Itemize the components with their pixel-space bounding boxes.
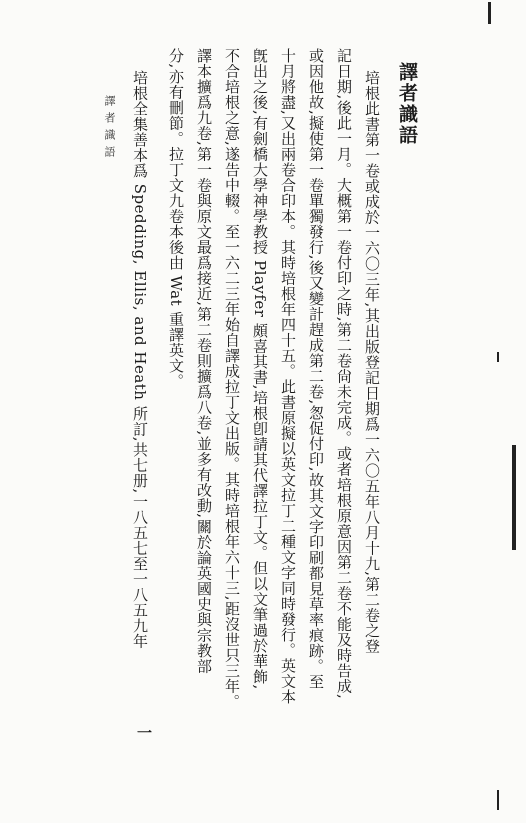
running-head: 譯者識語 (103, 95, 116, 163)
text-line-5: 旣出之後,有劍橋大學神學教授 Playfer 頗喜其書,培根卽請其代譯拉丁文。但以文筆過於華飾, (251, 48, 269, 690)
text-line-8: 分,亦有刪節。拉丁文九卷本後由 Wat 重譯英文。 (167, 48, 185, 389)
text-line-7: 譯本擴爲九卷,第一卷與原文最爲接近,第二卷則擴爲八卷,並多有改動,關於論英國史與宗教部 (195, 48, 213, 674)
page-title: 譯者識語 (396, 62, 418, 146)
text-line-9: 培根全集善本爲 Spedding, Ellis, and Heath 所訂,共七册,一八五七至一八五九年 (131, 70, 149, 649)
text-line-2: 記日期,後此一月。大概第一卷付印之時,第二卷尙未完成。或者培根原意因第二卷不能及時告成, (335, 48, 353, 700)
scan-edge-mark-right (512, 445, 516, 550)
text-line-1: 培根此書第一卷或成於一六〇三年,其出版登記日期爲一六〇五年八月十九,第二卷之登 (363, 70, 381, 655)
scan-edge-mark-bottom (497, 790, 499, 810)
text-line-4: 十月將盡,又出兩卷合印本。其時培根年四十五。此書原擬以英文拉丁二種文字同時發行。英文本 (279, 48, 297, 705)
scan-edge-mark-middle (497, 352, 499, 362)
scan-edge-mark-top (488, 2, 491, 24)
page-number: 一 (135, 725, 153, 740)
text-line-6: 不合培根之意,遂告中輟。至一六二三年始自譯成拉丁文出版。其時培根年六十三,距沒世只三年。 (223, 48, 241, 710)
text-line-3: 或因他故,擬使第一卷單獨發行,後又變計趕成第二卷,怱促付印,故其文字印刷都見草率痕跡。至 (307, 48, 325, 690)
